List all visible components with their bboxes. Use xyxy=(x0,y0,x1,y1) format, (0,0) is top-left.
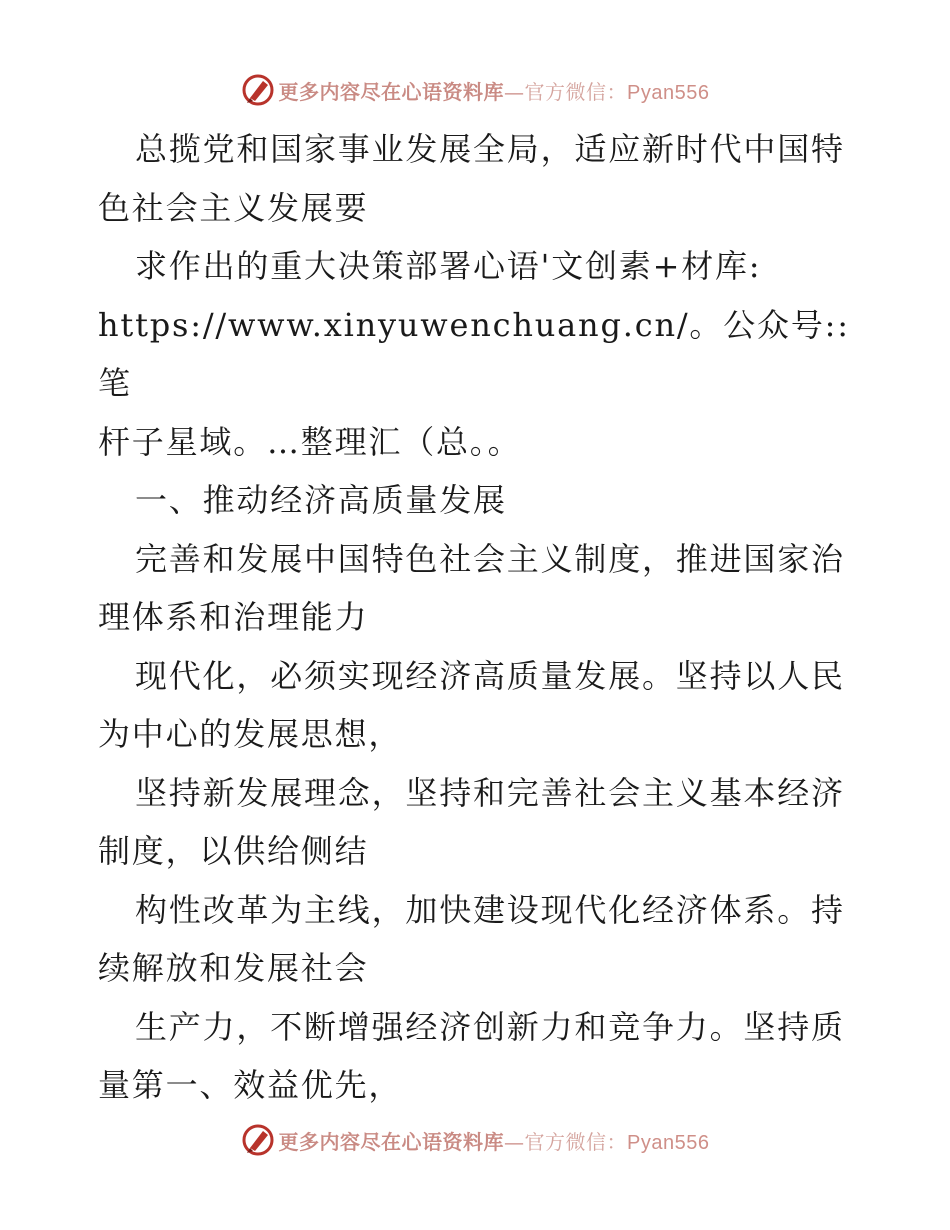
header-banner-dash: — xyxy=(504,79,525,104)
paragraph-line: 总揽党和国家事业发展全局，适应新时代中国特 xyxy=(135,130,845,168)
paragraph-line: 生产力，不断增强经济创新力和竞争力。坚持质 xyxy=(135,1007,845,1046)
paragraph-line: 量第一、效益优先， xyxy=(98,1066,403,1104)
heading-line: 一、推动经济高质量发展 xyxy=(135,481,507,519)
header-wechat-label: 官方微信： xyxy=(524,79,628,104)
footer-wechat-id: Pyan556 xyxy=(627,1131,710,1154)
pen-logo-icon xyxy=(241,1123,275,1157)
paragraph-8 xyxy=(98,998,858,1115)
paragraph-line: 制度，以供给侧结 xyxy=(98,832,369,870)
paragraph-4 xyxy=(98,530,858,647)
paragraph-line: 求作出的重大决策部署心语'文创素+材库: xyxy=(135,247,762,285)
paragraph-line: 完善和发展中国特色社会主义制度，推进国家治 xyxy=(135,539,845,578)
paragraph-5 xyxy=(98,647,858,764)
paragraph-2 xyxy=(98,237,858,471)
pen-logo-icon xyxy=(241,73,275,107)
paragraph-line: 构性改革为主线，加快建设现代化经济体系。持 xyxy=(135,890,845,929)
paragraph-7 xyxy=(98,881,858,998)
footer-banner xyxy=(0,1120,950,1160)
header-banner xyxy=(0,70,950,110)
paragraph-line: 为中心的发展思想， xyxy=(98,715,403,753)
paragraph-line: https://www.xinyuwenchuang.cn/。公众号:: 笔 xyxy=(98,305,850,402)
header-wechat-id: Pyan556 xyxy=(627,81,710,104)
header-banner-main: 更多内容尽在心语资料库 xyxy=(278,79,505,104)
paragraph-line: 理体系和治理能力 xyxy=(98,598,369,636)
section-heading xyxy=(98,471,858,530)
paragraph-line: 续解放和发展社会 xyxy=(98,949,369,987)
paragraph-6 xyxy=(98,764,858,881)
header-banner-text xyxy=(279,76,710,105)
paragraph-line: 色社会主义发展要 xyxy=(98,188,369,227)
paragraph-line: 坚持新发展理念，坚持和完善社会主义基本经济 xyxy=(135,773,845,812)
footer-banner-dash: — xyxy=(504,1129,525,1154)
document-body xyxy=(98,120,858,1115)
paragraph-line: 现代化，必须实现经济高质量发展。坚持以人民 xyxy=(135,656,845,695)
paragraph-line: 杆子星域。…整理汇（总。。 xyxy=(98,422,522,461)
paragraph-1 xyxy=(98,120,858,237)
footer-banner-main: 更多内容尽在心语资料库 xyxy=(278,1129,505,1154)
footer-wechat-label: 官方微信： xyxy=(524,1129,628,1154)
footer-banner-text xyxy=(279,1126,710,1155)
